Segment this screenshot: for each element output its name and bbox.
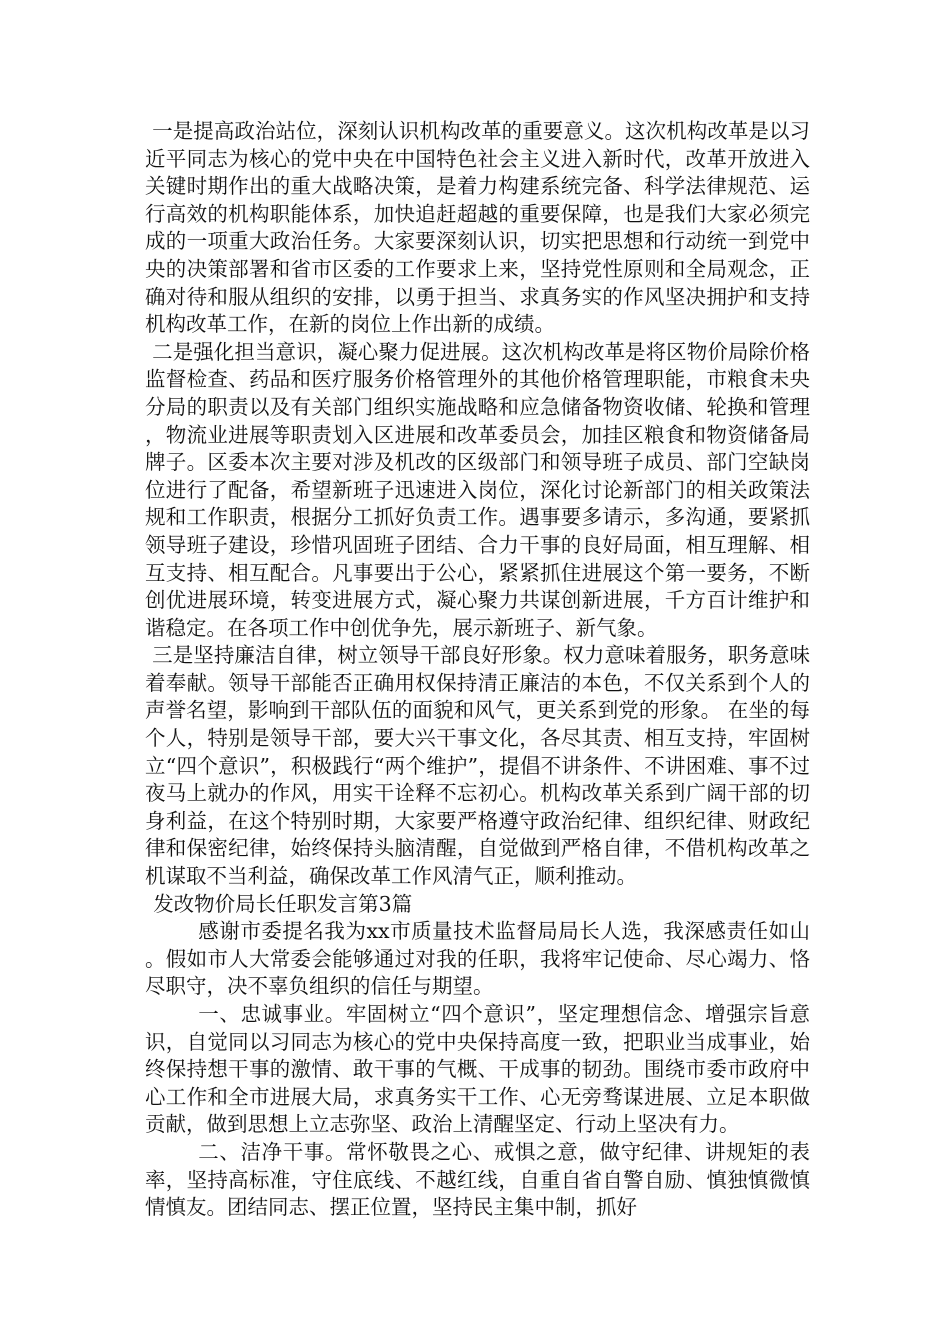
paragraph-integrity: 三是坚持廉洁自律，树立领导干部良好形象。权力意味着服务，职务意味着奉献。领导干部能否正确用权保持清正廉洁的本色，不仅关系到个人的声誉名望，影响到干部队伍的面貌和风气，更关系到党的形象。 在坐的每个人，特别是领导干部，要大兴干事文化，各尽其责、相互支持，牢固树立“四个意识”，积极践行“两个维护”，提倡不讲条件、不讲困难、事不过夜马上就办的作风，用实干诠释不忘初心。机构改革关系到广阔干部的切身利益，在这个特别时期，大家要严格遵守政治纪律、组织纪律、财政纪律和保密纪律，始终保持头脑清醒，自觉做到严格自律，不借机构改革之机谋取不当利益，确保改革工作风清气正，顺利推动。 — [145, 643, 810, 889]
paragraph-loyalty: 一、忠诚事业。牢固树立“四个意识”，坚定理想信念、增强宗旨意识，自觉同以习同志为核心的党中央保持高度一致，把职业当成事业，始终保持想干事的激情、敢干事的气概、干成事的韧劲。围绕市委市政府中心工作和全市进展大局，求真务实干工作、心无旁骛谋进展、立足本职做贡献，做到思想上立志弥坚、政治上清醒坚定、行动上坚决有力。 — [145, 1002, 810, 1137]
paragraph-political-stance: 一是提高政治站位，深刻认识机构改革的重要意义。这次机构改革是以习近平同志为核心的党中央在中国特色社会主义进入新时代，改革开放进入关键时期作出的重大战略决策，是着力构建系统完备、科学法律规范、运行高效的机构职能体系，加快追赶超越的重要保障，也是我们大家必须完成的一项重大政治任务。大家要深刻认识，切实把思想和行动统一到党中央的决策部署和省市区委的工作要求上来，坚持党性原则和全局观念，正确对待和服从组织的安排，以勇于担当、求真务实的作风坚决拥护和支持机构改革工作，在新的岗位上作出新的成绩。 — [145, 119, 810, 337]
paragraph-responsibility: 二是强化担当意识，凝心聚力促进展。这次机构改革是将区物价局除价格监督检查、药品和医疗服务价格管理外的其他价格管理职能，市粮食未央分局的职责以及有关部门组织实施战略和应急储备物资收储、轮换和管理，物流业进展等职责划入区进展和改革委员会，加挂区粮食和物资储备局牌子。区委本次主要对涉及机改的区级部门和领导班子成员、部门空缺岗位进行了配备，希望新班子迅速进入岗位，深化讨论新部门的相关政策法规和工作职责，根据分工抓好负责工作。遇事要多请示，多沟通，要紧抓领导班子建设，珍惜巩固班子团结、合力干事的良好局面，相互理解、相互支持、相互配合。凡事要出于公心，紧紧抓住进展这个第一要务，不断创优进展环境，转变进展方式，凝心聚力共谋创新进展，千方百计维护和谐稳定。在各项工作中创优争先，展示新班子、新气象。 — [145, 339, 810, 640]
document-page — [145, 118, 810, 1222]
paragraph-thanks: 感谢市委提名我为xx市质量技术监督局局长人选，我深感责任如山。假如市人大常委会能够通过对我的任职，我将牢记使命、尽心竭力、恪尽职守，决不辜负组织的信任与期望。 — [145, 919, 810, 999]
paragraph-clean-work: 二、洁净干事。常怀敬畏之心、戒惧之意，做守纪律、讲规矩的表率，坚持高标准，守住底线、不越红线，自重自省自警自励、慎独慎微慎情慎友。团结同志、摆正位置，坚持民主集中制，抓好 — [145, 1139, 810, 1220]
section-heading: 发改物价局长任职发言第3篇 — [153, 891, 413, 916]
